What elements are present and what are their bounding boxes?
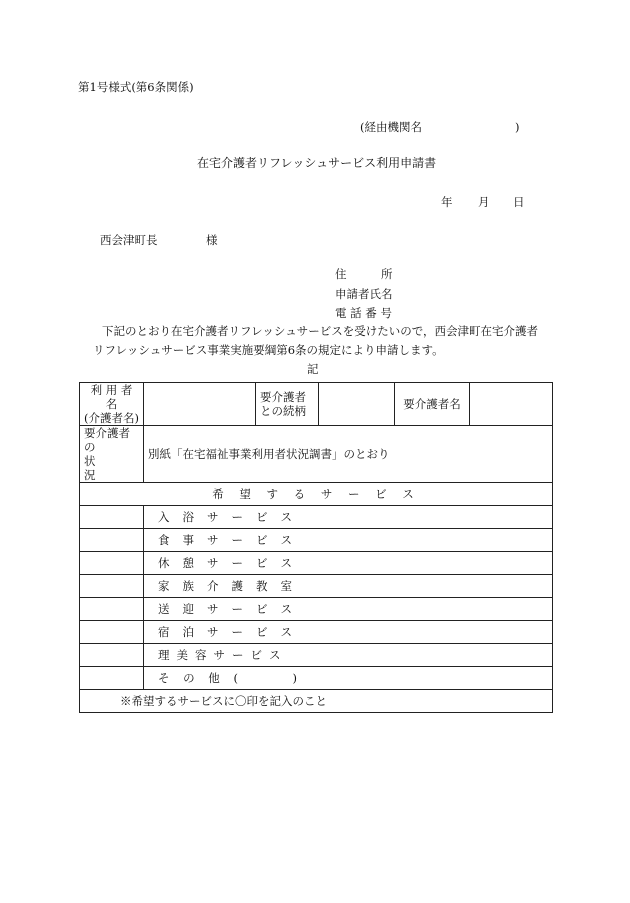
service-mark-cell[interactable] <box>80 506 144 529</box>
agency-close-paren: ) <box>515 120 520 134</box>
body-text-line-1: 下記のとおり在宅介護者リフレッシュサービスを受けたいので，西会津町在宅介護者 <box>102 324 538 338</box>
service-row <box>80 529 553 552</box>
body-text-line-2: リフレッシュサービス事業実施要綱第6条の規定により申請します。 <box>93 343 444 357</box>
service-row <box>80 621 553 644</box>
service-label: 食事サービス <box>144 529 553 552</box>
date-year: 年 <box>441 195 453 209</box>
form-number: 第1号様式(第6条関係) <box>78 80 194 94</box>
service-row <box>80 598 553 621</box>
service-mark-cell[interactable] <box>80 598 144 621</box>
date-month: 月 <box>478 195 490 209</box>
applicant-phone-label: 電 話 番 号 <box>335 306 392 320</box>
service-label: 送迎サービス <box>144 598 553 621</box>
table-row <box>80 383 553 426</box>
service-mark-cell[interactable] <box>80 667 144 690</box>
user-name-label-line2: (介護者名) <box>84 411 139 425</box>
service-row <box>80 552 553 575</box>
date-day: 日 <box>513 195 525 209</box>
document-title: 在宅介護者リフレッシュサービス利用申請書 <box>197 156 437 170</box>
applicant-address-label: 住 所 <box>335 267 393 281</box>
care-receiver-field[interactable] <box>470 383 553 426</box>
relation-field[interactable] <box>319 383 395 426</box>
service-label: 家族介護教室 <box>144 575 553 598</box>
service-label: 宿泊サービス <box>144 621 553 644</box>
status-label-line1: 要介護者の <box>84 426 130 454</box>
service-label: 理美容サービス <box>144 644 553 667</box>
service-mark-cell[interactable] <box>80 644 144 667</box>
service-mark-cell[interactable] <box>80 529 144 552</box>
status-label-line2: 状 況 <box>84 454 130 482</box>
service-row <box>80 644 553 667</box>
relation-label-line2: との続柄 <box>260 404 306 418</box>
table-row <box>80 690 553 713</box>
ki-heading: 記 <box>307 362 319 376</box>
addressee-name: 西会津町長 <box>100 233 158 247</box>
user-name-label-line1: 利 用 者 名 <box>90 383 133 411</box>
services-header: 希 望 す る サ ー ビ ス <box>80 483 553 506</box>
care-receiver-label: 要介護者名 <box>395 383 470 426</box>
relation-label <box>256 383 319 426</box>
service-mark-cell[interactable] <box>80 621 144 644</box>
status-label <box>80 426 144 483</box>
service-label: 休憩サービス <box>144 552 553 575</box>
table-row <box>80 426 553 483</box>
status-value: 別紙「在宅福祉事業利用者状況調書」のとおり <box>144 426 553 483</box>
user-name-label <box>80 383 144 426</box>
service-mark-cell[interactable] <box>80 552 144 575</box>
user-name-field[interactable] <box>144 383 256 426</box>
service-label-other: そ の 他 ( ) <box>144 667 553 690</box>
applicant-name-label: 申請者氏名 <box>335 287 393 301</box>
agency-name-field <box>360 120 520 134</box>
service-label: 入浴サービス <box>144 506 553 529</box>
agency-label: (経由機関名 <box>360 120 422 134</box>
service-row <box>80 575 553 598</box>
addressee <box>100 233 218 247</box>
addressee-honorific: 様 <box>206 233 218 247</box>
form-note: ※希望するサービスに〇印を記入のこと <box>80 690 553 713</box>
application-form-table <box>79 382 553 713</box>
service-row <box>80 667 553 690</box>
service-mark-cell[interactable] <box>80 575 144 598</box>
table-row <box>80 483 553 506</box>
service-row <box>80 506 553 529</box>
relation-label-line1: 要介護者 <box>260 390 306 404</box>
